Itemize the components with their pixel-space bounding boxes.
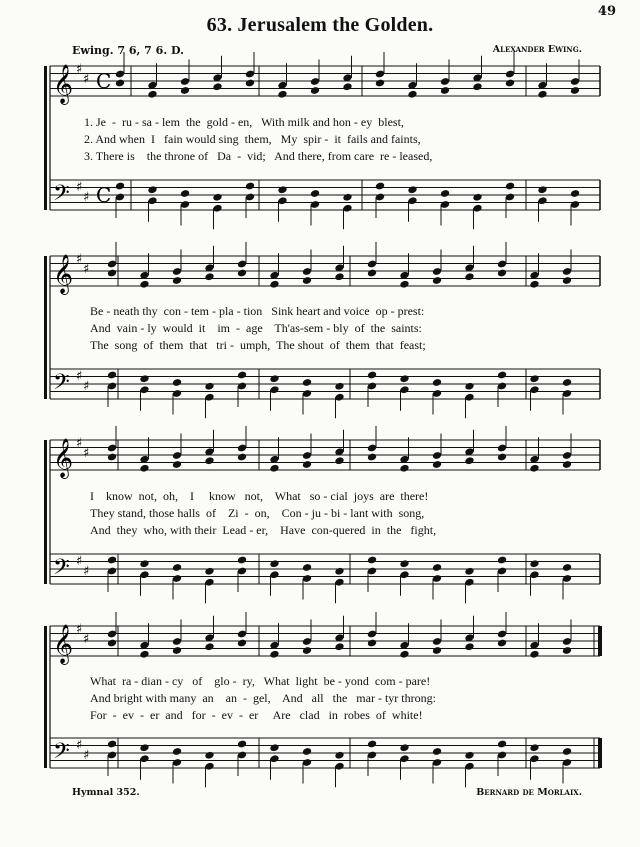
notehead: [367, 371, 377, 380]
notehead: [440, 189, 450, 198]
notehead: [497, 740, 507, 749]
notehead: [562, 378, 572, 387]
treble-clef-icon: 𝄞: [53, 254, 74, 294]
notehead: [505, 79, 515, 88]
notehead: [342, 82, 352, 91]
notehead: [139, 743, 149, 752]
lyric-line: I know not, oh, I know not, What so - cial joys are there!: [90, 489, 429, 503]
notehead: [334, 642, 344, 651]
lyric-line: And they who, with their Lead - er, Have con-quered in the fight,: [90, 523, 437, 537]
notehead: [505, 182, 515, 191]
notehead: [432, 276, 442, 285]
notehead: [497, 639, 507, 648]
notehead: [147, 185, 157, 194]
lyric-line: 2. And when I fain would sing them, My spir - it fails and faints,: [84, 132, 421, 146]
notehead: [269, 374, 279, 383]
notehead: [204, 382, 214, 391]
notehead: [107, 269, 117, 278]
notehead: [269, 464, 279, 473]
notehead: [147, 90, 157, 99]
notehead: [204, 567, 214, 576]
notehead: [432, 747, 442, 756]
hymn-title: 63. Jerusalem the Golden.: [206, 14, 434, 36]
notehead: [375, 182, 385, 191]
treble-clef-icon: 𝄞: [53, 64, 74, 104]
notehead: [212, 193, 222, 202]
lyric-line: The song of them that tri - umph, The shout of them that feast;: [90, 338, 426, 352]
sharp-icon: ♯: [76, 738, 83, 753]
notehead: [529, 374, 539, 383]
notehead: [269, 650, 279, 659]
notehead: [172, 563, 182, 572]
notehead: [334, 382, 344, 391]
notehead: [464, 382, 474, 391]
notehead: [302, 460, 312, 469]
lyric-line: And bright with many an an - gel, And all the mar - tyr throng:: [90, 691, 436, 705]
notehead: [529, 743, 539, 752]
notehead: [204, 751, 214, 760]
notehead: [497, 453, 507, 462]
bass-clef-icon: 𝄢: [53, 370, 70, 400]
notehead: [432, 460, 442, 469]
notehead: [562, 563, 572, 572]
notehead: [310, 86, 320, 95]
notehead: [529, 280, 539, 289]
notehead: [302, 378, 312, 387]
bass-clef-icon: 𝄢: [53, 555, 70, 585]
notehead: [139, 280, 149, 289]
notehead: [139, 464, 149, 473]
time-signature: C: [96, 183, 112, 207]
notehead: [237, 556, 247, 565]
notehead: [562, 460, 572, 469]
notehead: [107, 556, 117, 565]
treble-clef-icon: 𝄞: [53, 624, 74, 664]
notehead: [537, 90, 547, 99]
notehead: [115, 182, 125, 191]
notehead: [399, 464, 409, 473]
sharp-icon: ♯: [83, 190, 90, 205]
notehead: [497, 371, 507, 380]
notehead: [570, 86, 580, 95]
notehead: [497, 556, 507, 565]
notehead: [367, 556, 377, 565]
notehead: [432, 378, 442, 387]
notehead: [172, 276, 182, 285]
notehead: [399, 650, 409, 659]
lyric-line: For - ev - er and for - ev - er Are clad in robes of white!: [90, 708, 423, 722]
notehead: [212, 82, 222, 91]
notehead: [529, 650, 539, 659]
sharp-icon: ♯: [76, 554, 83, 569]
notehead: [237, 639, 247, 648]
notehead: [529, 464, 539, 473]
notehead: [464, 272, 474, 281]
lyric-line: What ra - dian - cy of glo - ry, What light be - yond com - pare!: [90, 674, 431, 688]
notehead: [172, 378, 182, 387]
bass-clef-icon: 𝄢: [53, 739, 70, 769]
notehead: [334, 456, 344, 465]
notehead: [172, 747, 182, 756]
system-brace: [44, 256, 47, 399]
sharp-icon: ♯: [76, 180, 83, 195]
notehead: [302, 563, 312, 572]
notehead: [269, 743, 279, 752]
notehead: [277, 90, 287, 99]
system-brace: [44, 440, 47, 584]
notehead: [302, 276, 312, 285]
notehead: [237, 371, 247, 380]
notehead: [334, 567, 344, 576]
sharp-icon: ♯: [83, 446, 90, 461]
page-number: 49: [597, 4, 616, 19]
notehead: [464, 567, 474, 576]
notehead: [399, 743, 409, 752]
notehead: [302, 747, 312, 756]
notehead: [180, 189, 190, 198]
notehead: [334, 751, 344, 760]
notehead: [432, 563, 442, 572]
sharp-icon: ♯: [83, 262, 90, 277]
notehead: [367, 269, 377, 278]
notehead: [180, 86, 190, 95]
treble-clef-icon: 𝄞: [53, 438, 74, 478]
notehead: [107, 740, 117, 749]
tune-name-meter: Ewing. 7 6, 7 6. D.: [72, 44, 184, 57]
notehead: [107, 639, 117, 648]
notehead: [310, 189, 320, 198]
composer-credit: Alexander Ewing.: [492, 44, 582, 55]
notehead: [302, 646, 312, 655]
notehead: [334, 272, 344, 281]
notehead: [277, 185, 287, 194]
notehead: [570, 189, 580, 198]
system-brace: [44, 626, 47, 768]
lyric-line: And vain - ly would it im - age Th'as-sem - bly of the saints:: [90, 321, 422, 335]
sharp-icon: ♯: [83, 379, 90, 394]
lyric-line: 1. Je - ru - sa - lem the gold - en, With milk and hon - ey blest,: [84, 115, 404, 129]
notehead: [464, 751, 474, 760]
notehead: [269, 280, 279, 289]
notehead: [139, 374, 149, 383]
sharp-icon: ♯: [76, 436, 83, 451]
notehead: [472, 82, 482, 91]
sharp-icon: ♯: [83, 564, 90, 579]
notehead: [497, 269, 507, 278]
notehead: [529, 559, 539, 568]
notehead: [399, 559, 409, 568]
sharp-icon: ♯: [76, 62, 83, 77]
notehead: [115, 79, 125, 88]
sharp-icon: ♯: [83, 748, 90, 763]
notehead: [367, 453, 377, 462]
notehead: [399, 374, 409, 383]
notehead: [407, 185, 417, 194]
notehead: [342, 193, 352, 202]
notehead: [139, 650, 149, 659]
sharp-icon: ♯: [76, 622, 83, 637]
notehead: [562, 276, 572, 285]
notehead: [237, 269, 247, 278]
notehead: [204, 642, 214, 651]
notehead: [432, 646, 442, 655]
sharp-icon: ♯: [76, 252, 83, 267]
notehead: [375, 79, 385, 88]
notehead: [107, 453, 117, 462]
sharp-icon: ♯: [76, 369, 83, 384]
notehead: [269, 559, 279, 568]
notehead: [537, 185, 547, 194]
notehead: [107, 371, 117, 380]
notehead: [562, 747, 572, 756]
notehead: [139, 559, 149, 568]
notehead: [237, 453, 247, 462]
notehead: [562, 646, 572, 655]
notehead: [204, 272, 214, 281]
notehead: [440, 86, 450, 95]
lyric-line: Be - neath thy con - tem - pla - tion Sink heart and voice op - prest:: [90, 304, 425, 318]
notehead: [245, 182, 255, 191]
notehead: [237, 740, 247, 749]
notehead: [472, 193, 482, 202]
notehead: [407, 90, 417, 99]
sharp-icon: ♯: [83, 632, 90, 647]
notehead: [464, 456, 474, 465]
notehead: [172, 646, 182, 655]
sharp-icon: ♯: [83, 72, 90, 87]
lyric-line: 3. There is the throne of Da - vid; And there, from care re - leased,: [84, 149, 433, 163]
notehead: [367, 740, 377, 749]
time-signature: C: [96, 69, 112, 93]
notehead: [204, 456, 214, 465]
notehead: [367, 639, 377, 648]
bass-clef-icon: 𝄢: [53, 181, 70, 211]
notehead: [245, 79, 255, 88]
author-credit: Bernard de Morlaix.: [476, 787, 582, 798]
notehead: [464, 642, 474, 651]
system-brace: [44, 66, 47, 210]
notehead: [172, 460, 182, 469]
lyric-line: They stand, those halls of Zi - on, Con - ju - bi - lant with song,: [90, 506, 425, 520]
notehead: [399, 280, 409, 289]
hymnal-reference: Hymnal 352.: [72, 787, 140, 798]
